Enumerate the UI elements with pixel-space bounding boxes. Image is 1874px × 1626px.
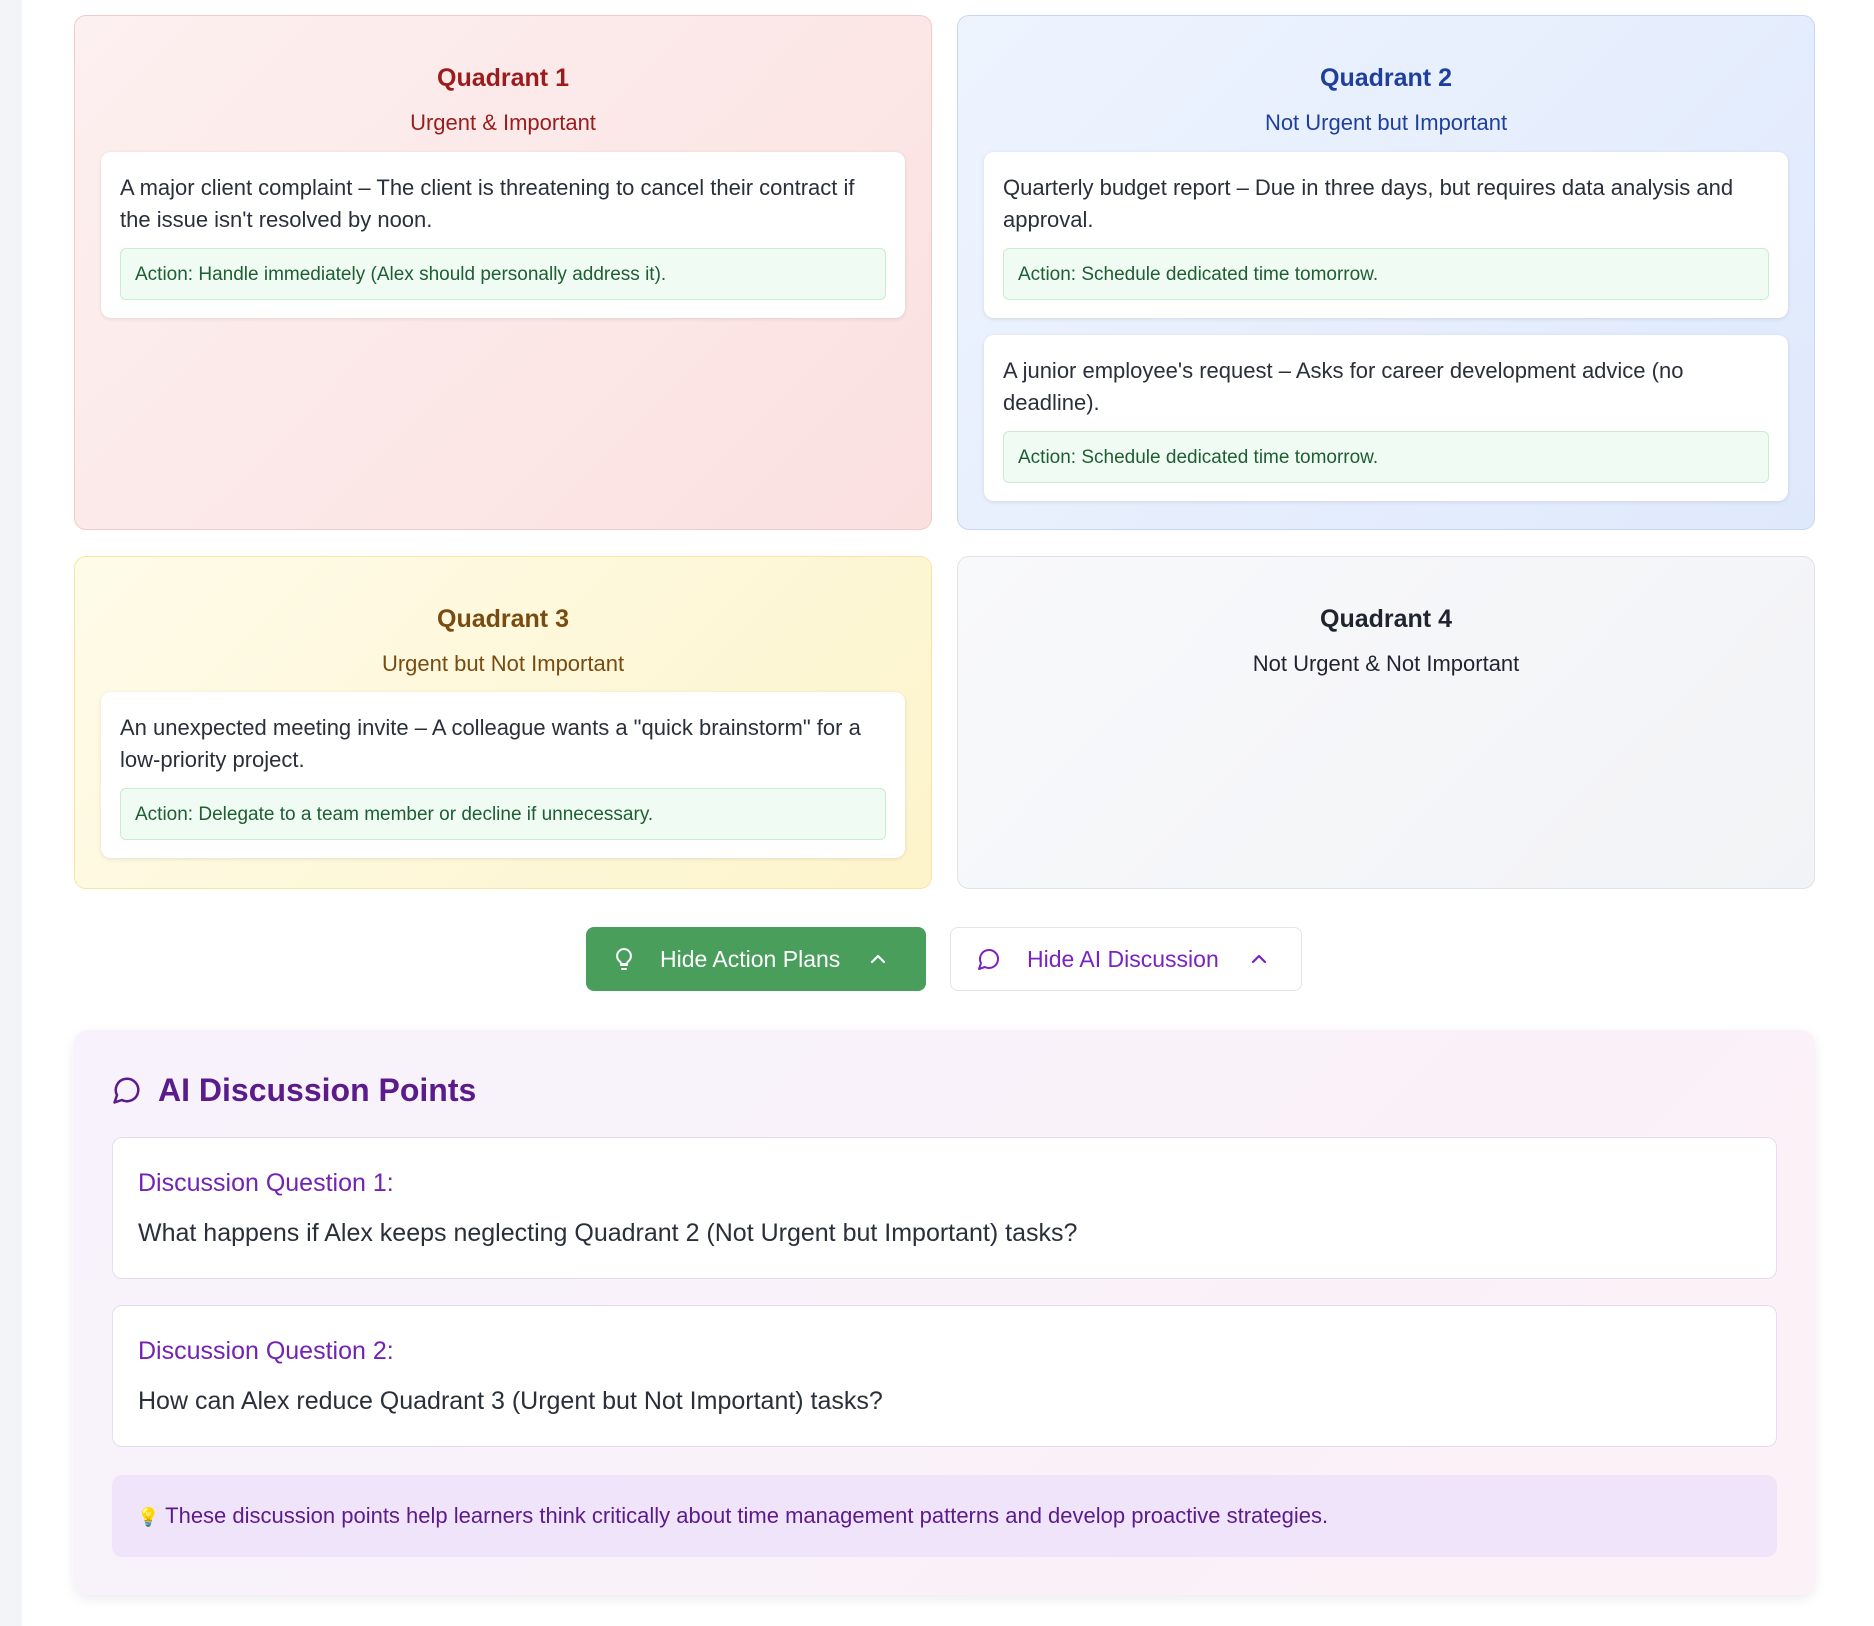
task-card — [101, 692, 905, 858]
question-label: Discussion Question 1: — [138, 1169, 394, 1197]
task-text: An unexpected meeting invite – A colleague wants a "quick brainstorm" for a low-priority project. — [120, 715, 861, 772]
task-action: Action: Delegate to a team member or decline if unnecessary. — [120, 788, 886, 840]
task-card — [101, 152, 905, 318]
task-text: A junior employee's request – Asks for career development advice (no deadline). — [1003, 358, 1684, 415]
tip-text: These discussion points help learners think critically about time management patterns and develop proactive strategies. — [165, 1503, 1329, 1528]
task-action: Action: Schedule dedicated time tomorrow. — [1003, 248, 1769, 300]
hide-action-plans-button[interactable] — [586, 927, 926, 991]
ai-discussion-panel — [74, 1030, 1815, 1595]
quadrant-subtitle: Urgent but Not Important — [381, 651, 625, 676]
ai-panel-header — [112, 1070, 476, 1110]
quadrant-subtitle: Not Urgent but Important — [1264, 110, 1508, 135]
button-label: Hide Action Plans — [660, 945, 841, 972]
task-card — [984, 152, 1788, 318]
quadrant-2 — [957, 15, 1815, 530]
quadrant-title: Quadrant 4 — [1320, 605, 1452, 633]
discussion-tip — [112, 1475, 1777, 1557]
lightbulb-icon — [612, 947, 636, 971]
page — [22, 0, 1874, 1626]
chat-bubble-icon — [977, 947, 1001, 971]
ai-panel-title: AI Discussion Points — [158, 1071, 477, 1108]
quadrant-title: Quadrant 3 — [437, 605, 569, 633]
task-text: Quarterly budget report – Due in three days, but requires data analysis and approval. — [1003, 175, 1734, 232]
quadrant-4 — [957, 556, 1815, 889]
question-label: Discussion Question 2: — [138, 1337, 394, 1365]
discussion-question — [112, 1137, 1777, 1279]
quadrant-3 — [74, 556, 932, 889]
task-action: Action: Schedule dedicated time tomorrow. — [1003, 431, 1769, 483]
quadrant-1 — [74, 15, 932, 530]
quadrant-subtitle: Not Urgent & Not Important — [1252, 651, 1520, 676]
button-label: Hide AI Discussion — [1027, 945, 1219, 972]
chat-bubble-icon — [112, 1075, 142, 1105]
lightbulb-icon: 💡 — [137, 1507, 160, 1527]
quadrant-title: Quadrant 1 — [437, 64, 569, 92]
question-text: How can Alex reduce Quadrant 3 (Urgent but Not Important) tasks? — [138, 1387, 883, 1415]
quadrant-subtitle: Urgent & Important — [410, 110, 596, 135]
question-text: What happens if Alex keeps neglecting Quadrant 2 (Not Urgent but Important) tasks? — [138, 1219, 1078, 1247]
discussion-question — [112, 1305, 1777, 1447]
quadrant-title: Quadrant 2 — [1320, 64, 1452, 92]
task-card — [984, 335, 1788, 501]
chevron-up-icon — [866, 947, 890, 971]
chevron-up-icon — [1247, 947, 1271, 971]
task-text: A major client complaint – The client is threatening to cancel their contract if the issue isn't resolved by noon. — [120, 175, 855, 232]
hide-ai-discussion-button[interactable] — [950, 927, 1302, 991]
task-action: Action: Handle immediately (Alex should personally address it). — [120, 248, 886, 300]
